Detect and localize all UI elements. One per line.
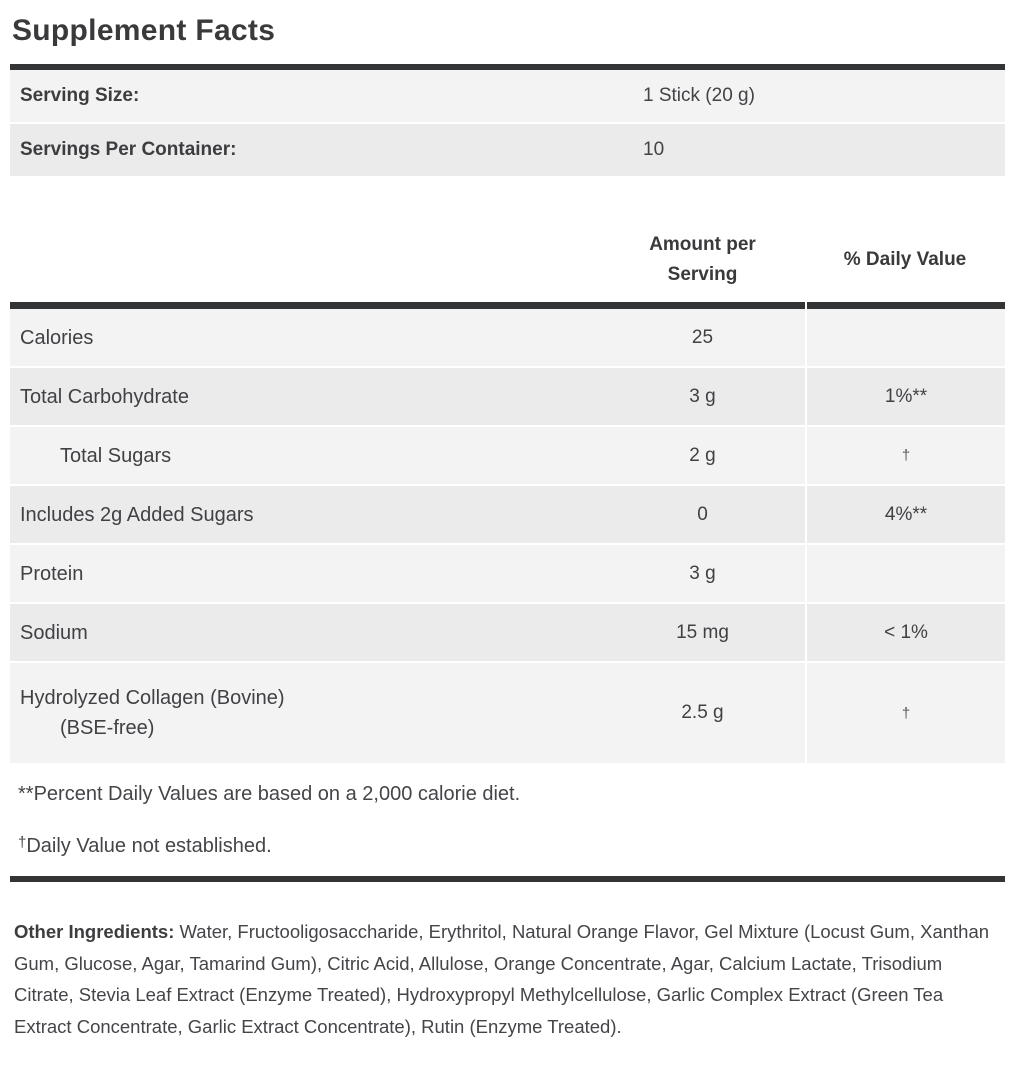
header-divider-rule — [10, 302, 1005, 309]
row-label: Calories — [20, 326, 94, 349]
row-amount: 25 — [691, 326, 714, 348]
footnote-daily-values — [10, 783, 1005, 806]
table-row-hydrolyzed-collagen — [10, 663, 1005, 763]
row-amount: 0 — [697, 503, 708, 525]
servings-per-container-label: Servings Per Container: — [20, 139, 237, 160]
page-title: Supplement Facts — [12, 14, 276, 47]
footnote-dv-not-established — [10, 834, 1005, 858]
row-label: Sodium — [20, 621, 88, 644]
row-label: Total Carbohydrate — [20, 385, 189, 408]
table-row-calories — [10, 309, 1005, 366]
nutrition-table-header — [10, 218, 1005, 302]
row-label-line2: (BSE-free) — [60, 717, 155, 739]
bottom-divider-rule — [10, 876, 1005, 882]
header-rule-column-gap — [805, 302, 807, 309]
other-ingredients-paragraph — [14, 916, 1003, 1042]
amount-per-serving-header: Amount per Serving — [649, 234, 756, 285]
other-ingredients-label: Other Ingredients: — [14, 921, 175, 942]
row-daily-value — [805, 545, 1005, 602]
row-amount: 3 g — [689, 562, 716, 584]
daily-value-header: % Daily Value — [843, 249, 967, 270]
row-amount: 2 g — [689, 444, 716, 466]
table-row-sodium — [10, 604, 1005, 661]
servings-per-container-value: 10 — [643, 139, 665, 160]
table-row-protein — [10, 545, 1005, 602]
row-amount: 2.5 g — [681, 702, 724, 723]
table-row-total-sugars — [10, 427, 1005, 484]
row-label: Includes 2g Added Sugars — [20, 503, 254, 526]
servings-per-container-row — [10, 124, 1005, 176]
row-daily-value — [805, 309, 1005, 366]
row-daily-value: 1%** — [805, 368, 1005, 425]
serving-size-row — [10, 70, 1005, 122]
serving-size-label: Serving Size: — [20, 85, 140, 106]
row-label — [10, 663, 600, 763]
row-daily-value: 4%** — [805, 486, 1005, 543]
row-amount: 15 mg — [676, 621, 729, 643]
row-daily-value: < 1% — [805, 604, 1005, 661]
other-ingredients-text: Water, Fructooligosaccharide, Erythritol, Natural Orange Flavor, Gel Mixture (Locust Gum, Xanthan Gum, Glucose, Agar, Tamarind Gum), Citric Acid, Allulose, Orange Concentrate, Agar, Calcium Lactate, Trisodium Citrate, Stevia Leaf Extract (Enzyme Treated), Hydroxypropyl Methylcellulose, Garlic Complex Extract (Green Tea Extract Concentrate, Garlic Extract Concentrate), Rutin (Enzyme Treated). — [14, 921, 990, 1037]
row-amount: 3 g — [689, 385, 716, 407]
footnote-text: Daily Value not established. — [26, 835, 272, 857]
row-label: Protein — [20, 562, 84, 585]
row-daily-value-dagger: † — [805, 427, 1005, 484]
serving-size-value: 1 Stick (20 g) — [643, 85, 755, 106]
footnote-text: Percent Daily Values are based on a 2,000 calorie diet. — [33, 783, 521, 805]
table-row-total-carbohydrate — [10, 368, 1005, 425]
row-daily-value-dagger: † — [805, 663, 1005, 763]
footnote-marker: ** — [18, 783, 34, 805]
table-row-added-sugars — [10, 486, 1005, 543]
footnote-dagger-marker: † — [18, 834, 27, 851]
row-label: Total Sugars — [60, 444, 172, 467]
row-label-line1: Hydrolyzed Collagen (Bovine) — [20, 687, 285, 709]
